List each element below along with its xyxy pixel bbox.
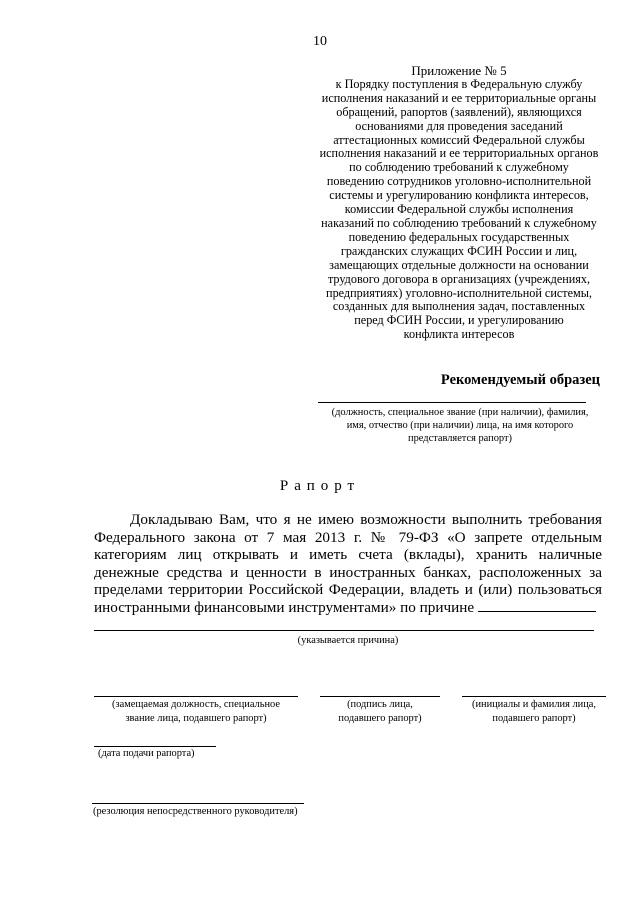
- page-number: 10: [313, 34, 327, 49]
- appendix-line: системы и урегулированию конфликта интересов,: [329, 188, 589, 203]
- appendix-line: исполнения наказаний и ее территориальных органов: [319, 146, 599, 161]
- caption-line: (подпись лица,: [347, 699, 413, 710]
- initials-field-line: [462, 696, 606, 697]
- appendix-line: конфликта интересов: [403, 327, 515, 342]
- appendix-line: трудового договора в организациях (учреждениях,: [327, 271, 591, 286]
- appendix-line: созданных для выполнения задач, поставленных: [332, 299, 586, 314]
- caption-line: (инициалы и фамилия лица,: [471, 699, 596, 710]
- caption-line: (замещаемая должность, специальное: [112, 699, 280, 710]
- appendix-line: комиссии Федеральной службы исполнения: [344, 202, 574, 217]
- signature-field-line: [320, 696, 440, 697]
- appendix-line: поведению сотрудников уголовно-исполнительной: [326, 174, 592, 189]
- appendix-line: обращений, рапортов (заявлений), являющихся: [336, 104, 582, 119]
- reason-inline-blank: [478, 599, 596, 612]
- appendix-line: поведению федеральных государственных: [348, 229, 570, 244]
- report-body: [94, 511, 602, 617]
- caption-line: имя, отчество (при наличии) лица, на имя которого: [346, 420, 574, 431]
- reason-caption: (указывается причина): [297, 635, 399, 646]
- caption-line: подавшего рапорт): [492, 712, 576, 724]
- appendix-line: аттестационных комиссий Федеральной службы: [333, 132, 585, 147]
- addressee-caption: [305, 406, 615, 445]
- appendix-line: основаниями для проведения заседаний: [355, 118, 563, 133]
- date-caption: (дата подачи рапорта): [98, 748, 195, 759]
- appendix-line: гражданских служащих ФСИН России и лиц,: [340, 243, 578, 258]
- resolution-field-line: [92, 803, 304, 804]
- appendix-line: к Порядку поступления в Федеральную службу: [335, 76, 583, 91]
- appendix-header: [300, 64, 618, 342]
- appendix-line: исполнения наказаний и ее территориальные органы: [321, 90, 597, 105]
- position-caption: [94, 698, 298, 725]
- caption-line: подавшего рапорт): [338, 712, 422, 724]
- reason-field-line: [94, 630, 594, 631]
- date-field-line: [94, 746, 216, 747]
- addressee-field-line: [318, 402, 586, 403]
- appendix-line: наказаний по соблюдению требований к служебному: [321, 215, 597, 230]
- recommended-sample-label: Рекомендуемый образец: [440, 372, 600, 388]
- resolution-caption: (резолюция непосредственного руководителя): [93, 806, 298, 817]
- appendix-line: предприятиях) уголовно-исполнительной системы,: [326, 285, 592, 300]
- appendix-line: по соблюдению требований к служебному: [349, 160, 569, 175]
- signature-caption: [318, 698, 442, 725]
- appendix-line: перед ФСИН России, и урегулированию: [354, 313, 564, 328]
- document-title: Рапорт: [279, 478, 361, 494]
- initials-caption: [462, 698, 606, 725]
- caption-line: звание лица, подавшего рапорт): [125, 712, 267, 724]
- position-field-line: [94, 696, 298, 697]
- report-body-text: Докладываю Вам, что я не имею возможности выполнить требования Федерального закона от 7 мая 2013 г. № 79-ФЗ «О запрете отдельным категориям лиц открывать и иметь счета (вклады), хранить наличные денежные средства и ценности в иностранных банках, расположенных за пределами территории Российской Федерации, владеть и (или) пользоваться иностранными финансовыми инструментами» по причине: [94, 511, 602, 616]
- caption-line: (должность, специальное звание (при наличии), фамилия,: [331, 407, 589, 418]
- appendix-line: замещающих отдельные должности на основании: [329, 257, 589, 272]
- appendix-title: Приложение № 5: [411, 63, 507, 78]
- caption-line: представляется рапорт): [408, 433, 512, 444]
